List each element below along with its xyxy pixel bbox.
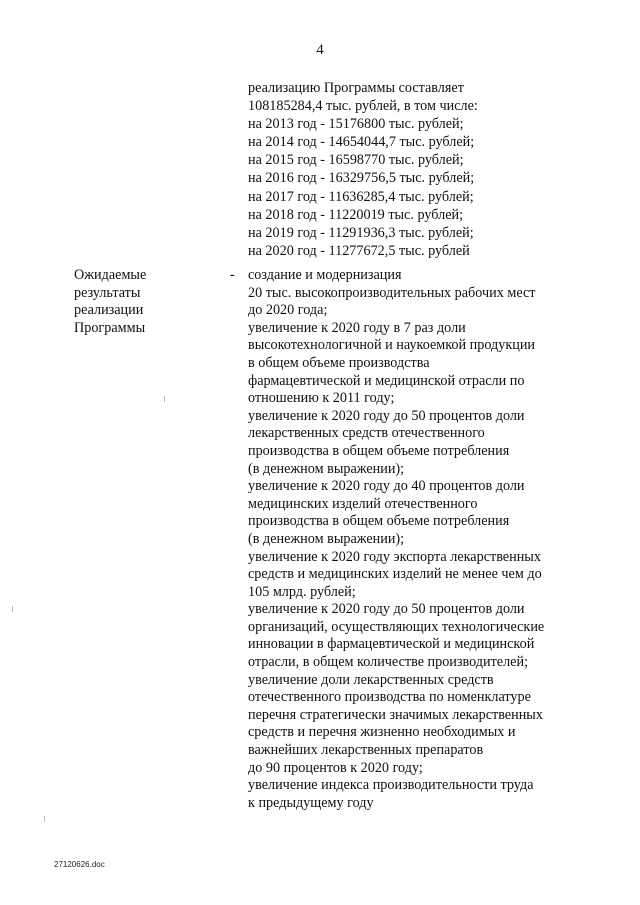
expected-results-text bbox=[248, 267, 593, 812]
result-line: увеличение к 2020 году в 7 раз доли bbox=[248, 319, 466, 336]
funding-line: на 2016 год - 16329756,5 тыс. рублей; bbox=[248, 170, 475, 187]
scan-speck bbox=[164, 396, 165, 402]
result-line: 20 тыс. высокопроизводительных рабочих мест bbox=[248, 284, 536, 301]
funding-line: на 2013 год - 15176800 тыс. рублей; bbox=[248, 116, 464, 133]
result-line: организаций, осуществляющих технологические bbox=[248, 618, 545, 635]
result-line: средств и медицинских изделий не менее чем до bbox=[248, 566, 542, 583]
scan-speck bbox=[12, 606, 13, 612]
page-number: 4 bbox=[316, 42, 324, 58]
result-line: увеличение к 2020 году до 40 процентов доли bbox=[248, 478, 525, 495]
result-line: увеличение к 2020 году до 50 процентов доли bbox=[248, 601, 525, 618]
label-line: реализации bbox=[74, 302, 144, 319]
result-line: до 2020 года; bbox=[248, 302, 328, 319]
result-line: производства в общем объеме потребления bbox=[248, 442, 510, 459]
result-line: перечня стратегически значимых лекарственных bbox=[248, 706, 543, 723]
result-line: отрасли, в общем количестве производителей; bbox=[248, 654, 529, 671]
result-line: увеличение к 2020 году экспорта лекарственных bbox=[248, 548, 541, 565]
result-line: лекарственных средств отечественного bbox=[248, 425, 485, 442]
result-line: средств и перечня жизненно необходимых и bbox=[248, 724, 516, 741]
funding-line: на 2018 год - 11220019 тыс. рублей; bbox=[248, 206, 464, 223]
result-line: (в денежном выражении); bbox=[248, 460, 405, 477]
result-line: увеличение доли лекарственных средств bbox=[248, 671, 494, 688]
scan-speck bbox=[44, 816, 45, 822]
result-line: увеличение индекса производительности труда bbox=[248, 777, 534, 794]
result-line: создание и модернизация bbox=[248, 267, 402, 283]
expected-results-label bbox=[74, 267, 204, 337]
result-line: отношению к 2011 году; bbox=[248, 390, 395, 407]
label-line: Ожидаемые bbox=[74, 267, 147, 283]
funding-line: на 2020 год - 11277672,5 тыс. рублей bbox=[248, 242, 470, 259]
document-file-code: 27120626.doc bbox=[54, 860, 105, 869]
funding-line: на 2019 год - 11291936,3 тыс. рублей; bbox=[248, 224, 474, 241]
result-line: высокотехнологичной и наукоемкой продукции bbox=[248, 337, 536, 354]
result-line: в общем объеме производства bbox=[248, 354, 430, 371]
result-line: до 90 процентов к 2020 году; bbox=[248, 759, 423, 776]
funding-volume-text bbox=[248, 79, 588, 260]
result-line: инновации в фармацевтической и медицинской bbox=[248, 636, 535, 653]
row-dash: - bbox=[230, 267, 235, 283]
label-line: результаты bbox=[74, 284, 141, 301]
result-line: отечественного производства по номенклатуре bbox=[248, 689, 531, 706]
funding-line: на 2015 год - 16598770 тыс. рублей; bbox=[248, 152, 464, 169]
funding-line: на 2014 год - 14654044,7 тыс. рублей; bbox=[248, 134, 475, 151]
result-line: увеличение к 2020 году до 50 процентов доли bbox=[248, 407, 525, 424]
result-line: медицинских изделий отечественного bbox=[248, 495, 478, 512]
result-line: к предыдущему году bbox=[248, 794, 374, 811]
result-line: фармацевтической и медицинской отрасли по bbox=[248, 372, 525, 389]
result-line: важнейших лекарственных препаратов bbox=[248, 742, 484, 759]
result-line: (в денежном выражении); bbox=[248, 530, 405, 547]
funding-line: реализацию Программы составляет bbox=[248, 80, 464, 96]
result-line: 105 млрд. рублей; bbox=[248, 583, 356, 600]
funding-line: на 2017 год - 11636285,4 тыс. рублей; bbox=[248, 188, 474, 205]
funding-line: 108185284,4 тыс. рублей, в том числе: bbox=[248, 98, 478, 115]
result-line: производства в общем объеме потребления bbox=[248, 513, 510, 530]
label-line: Программы bbox=[74, 319, 146, 336]
